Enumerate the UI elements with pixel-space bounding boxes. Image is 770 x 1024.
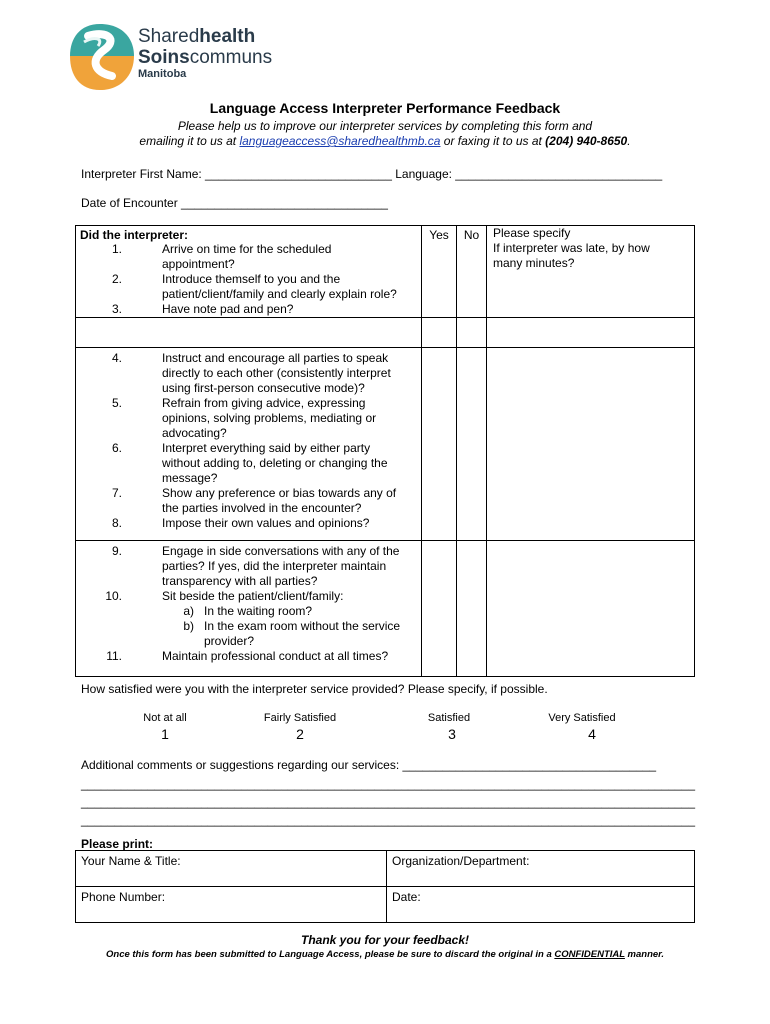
- question-2: [76, 272, 421, 302]
- specify-cell[interactable]: [487, 541, 695, 677]
- specify-note: If interpreter was late, by how: [493, 241, 650, 255]
- question-6: [76, 441, 421, 486]
- question-text: transparency with all parties?: [162, 574, 318, 588]
- question-text: Have note pad and pen?: [162, 302, 294, 316]
- questions-group-2: [76, 348, 422, 541]
- scale-option-2[interactable]: 2: [296, 726, 304, 742]
- question-8: [76, 516, 421, 531]
- no-column-header: No: [457, 226, 487, 318]
- email-link[interactable]: languageaccess@sharedhealthmb.ca: [239, 134, 441, 148]
- question-text: Refrain from giving advice, expressing: [162, 396, 366, 410]
- yes-checkbox-cell[interactable]: [422, 541, 457, 677]
- intro-text: .: [627, 134, 631, 148]
- sub-text: In the exam room without the service: [204, 619, 401, 633]
- question-number: 8.: [111, 516, 122, 530]
- question-10b: [162, 619, 414, 649]
- did-interpreter-heading: Did the interpreter:: [80, 228, 189, 242]
- question-9: [76, 544, 421, 589]
- scale-label-4: Very Satisfied: [548, 712, 616, 724]
- question-text: opinions, solving problems, mediating or: [162, 411, 377, 425]
- sub-text: In the waiting room?: [204, 604, 313, 618]
- logo-health: health: [199, 26, 256, 47]
- question-text: patient/client/family and clearly explain role?: [162, 287, 397, 301]
- question-number: 4.: [111, 351, 122, 365]
- scale-option-3[interactable]: 3: [448, 726, 456, 742]
- intro-line-2: [0, 134, 770, 149]
- specify-cell[interactable]: [487, 318, 695, 348]
- form-intro: [0, 119, 770, 149]
- comments-line[interactable]: ____________________________________________________________________________________________: [81, 795, 695, 809]
- yes-column-header: Yes: [422, 226, 457, 318]
- question-10a: [162, 604, 414, 619]
- question-10: [76, 589, 421, 649]
- question-number: 1.: [111, 242, 122, 256]
- specify-cell[interactable]: [487, 348, 695, 541]
- question-text: appointment?: [162, 257, 235, 271]
- comments-line[interactable]: ____________________________________________________________________________________________: [81, 813, 695, 827]
- question-number: 7.: [111, 486, 122, 500]
- first-name-language-field[interactable]: Interpreter First Name: ____________________________ Language: _______________________________: [81, 167, 663, 181]
- confidential-notice: [0, 949, 770, 960]
- intro-line-1: Please help us to improve our interpreter services by completing this form and: [177, 119, 593, 133]
- no-checkbox-cell[interactable]: [457, 541, 487, 677]
- sub-text: provider?: [204, 634, 255, 648]
- name-title-field[interactable]: Your Name & Title:: [76, 851, 387, 887]
- yes-checkbox-cell[interactable]: [422, 318, 457, 348]
- question-text: Introduce themself to you and the: [162, 272, 341, 286]
- logo-soins: Soins: [138, 47, 190, 68]
- form-title: Language Access Interpreter Performance Feedback: [209, 100, 561, 116]
- comments-field[interactable]: Additional comments or suggestions regarding our services: ______________________________________: [81, 758, 657, 772]
- no-checkbox-cell[interactable]: [457, 348, 487, 541]
- no-checkbox-cell[interactable]: [457, 318, 487, 348]
- question-text: advocating?: [162, 426, 227, 440]
- thank-you-message: Thank you for your feedback!: [300, 933, 470, 947]
- question-number: 10.: [105, 589, 122, 603]
- comments-line[interactable]: ____________________________________________________________________________________________: [81, 777, 695, 791]
- phone-field[interactable]: Phone Number:: [76, 887, 387, 923]
- question-5: [76, 396, 421, 441]
- question-number: 2.: [111, 272, 122, 286]
- question-text: without adding to, deleting or changing the: [162, 456, 388, 470]
- logo-manitoba: Manitoba: [138, 68, 187, 80]
- date-of-encounter-field[interactable]: Date of Encounter _______________________________: [81, 196, 388, 210]
- intro-text: or faxing it to us at: [440, 134, 546, 148]
- logo-communs: communs: [189, 47, 273, 68]
- specify-header: Please specify: [493, 226, 571, 240]
- organization-field[interactable]: Organization/Department:: [387, 851, 695, 887]
- question-4: [76, 351, 421, 396]
- question-number: 9.: [111, 544, 122, 558]
- please-print-heading: Please print:: [81, 837, 154, 851]
- question-text: message?: [162, 471, 218, 485]
- notice-confidential: CONFIDENTIAL: [554, 949, 625, 960]
- question-text: the parties involved in the encounter?: [162, 501, 362, 515]
- scale-option-4[interactable]: 4: [588, 726, 596, 742]
- question-3: [76, 302, 421, 317]
- notice-text: manner.: [624, 949, 664, 960]
- question-text: Impose their own values and opinions?: [162, 516, 370, 530]
- question-text: Interpret everything said by either party: [162, 441, 371, 455]
- question-number: 11.: [106, 649, 122, 663]
- question-text: Arrive on time for the scheduled: [162, 242, 332, 256]
- questions-group-1: [76, 226, 422, 318]
- fax-number: (204) 940-8650: [545, 134, 628, 148]
- please-specify-cell[interactable]: [487, 226, 695, 318]
- scale-label-3: Satisfied: [427, 712, 471, 724]
- question-text: Show any preference or bias towards any of: [162, 486, 397, 500]
- question-number: 3.: [111, 302, 122, 316]
- scale-option-1[interactable]: 1: [161, 726, 169, 742]
- sub-letter: b): [183, 619, 194, 633]
- question-text: Sit beside the patient/client/family:: [162, 589, 344, 603]
- question-number: 6.: [111, 441, 122, 455]
- satisfaction-question: How satisfied were you with the interpreter service provided? Please specify, if possible.: [81, 682, 548, 696]
- question-text: Instruct and encourage all parties to speak: [162, 351, 389, 365]
- question-1: [76, 242, 421, 272]
- specify-note: many minutes?: [493, 256, 575, 270]
- date-field[interactable]: Date:: [387, 887, 695, 923]
- sub-letter: a): [183, 604, 194, 618]
- table-spacer-cell: [76, 318, 422, 348]
- interpreter-questions-table: [75, 225, 695, 677]
- yes-checkbox-cell[interactable]: [422, 348, 457, 541]
- question-number: 5.: [111, 396, 122, 410]
- logo-wordmark: [138, 26, 272, 80]
- questions-group-3: [76, 541, 422, 677]
- question-text: parties? If yes, did the interpreter maintain: [162, 559, 387, 573]
- logo-shared: Shared: [138, 26, 200, 47]
- notice-text: Once this form has been submitted to Language Access, please be sure to discard the original in a: [106, 949, 555, 960]
- intro-text: emailing it to us at: [139, 134, 240, 148]
- logo-mark-icon: [64, 22, 136, 92]
- question-text: using first-person consecutive mode)?: [162, 381, 365, 395]
- question-7: [76, 486, 421, 516]
- question-text: Maintain professional conduct at all times?: [162, 649, 389, 663]
- scale-label-2: Fairly Satisfied: [263, 712, 337, 724]
- question-text: directly to each other (consistently interpret: [162, 366, 391, 380]
- contact-table: [75, 850, 695, 923]
- question-11: [76, 649, 421, 664]
- question-text: Engage in side conversations with any of the: [162, 544, 400, 558]
- scale-label-1: Not at all: [143, 712, 187, 724]
